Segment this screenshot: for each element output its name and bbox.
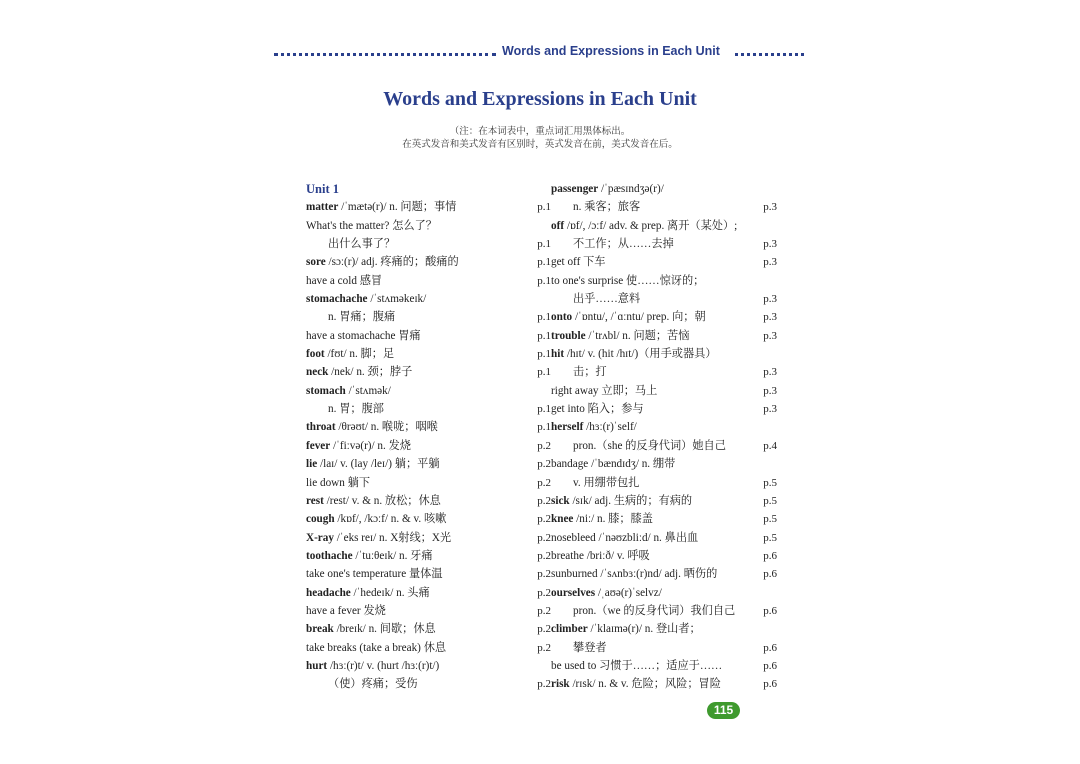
entry-text: stomachache /ˈstʌməkeɪk/ [306,293,427,306]
entry-text: breathe /briːð/ v. 呼吸 [551,549,650,562]
entry-text: n. 胃；腹部 [328,403,384,416]
entry-page: p.6 [763,641,777,654]
glossary-entry [306,529,551,547]
running-title: Words and Expressions in Each Unit [502,44,720,58]
glossary-entry [306,308,551,326]
entry-text: have a fever 发烧 [306,604,386,617]
glossary-entry [551,345,777,363]
glossary-entry [551,308,777,326]
entry-page: p.1 [537,403,551,416]
glossary-entry [306,584,551,602]
entry-text: have a stomachache 胃痛 [306,329,421,342]
glossary-entry [551,547,777,565]
entry-text: lie /laɪ/ v. (lay /leɪ/) 躺；平躺 [306,458,440,471]
entry-page: p.1 [537,311,551,324]
glossary-entry [551,529,777,547]
glossary-entry [306,327,551,345]
glossary-entry [551,253,777,271]
entry-page: p.1 [537,201,551,214]
entry-text: break /breɪk/ n. 间歇；休息 [306,623,436,636]
glossary-entry [306,547,551,565]
entry-page: p.5 [763,531,777,544]
glossary-entry [551,290,777,308]
glossary-entry [551,217,777,235]
entry-text: foot /fʊt/ n. 脚；足 [306,348,395,361]
glossary-entry [306,345,551,363]
dotted-rule-right [735,53,804,56]
glossary-entry [551,382,777,400]
entry-page: p.5 [763,513,777,526]
entry-text: hurt /hɜː(r)t/ v. (hurt /hɜː(r)t/) [306,659,440,672]
entry-page: p.2 [537,494,551,507]
right-column [551,180,777,694]
entry-text: v. 用绷带包扎 [573,476,640,489]
glossary-entry [551,639,777,657]
entry-page: p.1 [537,256,551,269]
entry-text: have a cold 感冒 [306,274,383,287]
glossary-entry [551,510,777,528]
glossary-entry [306,382,551,400]
entry-text: sunburned /ˈsʌnbɜː(r)nd/ adj. 晒伤的 [551,568,718,581]
glossary-entry [306,657,551,675]
glossary-entry [306,418,551,436]
glossary-entry [551,474,777,492]
entry-text: cough /kɒf/, /kɔːf/ n. & v. 咳嗽 [306,513,447,526]
entry-page: p.2 [537,439,551,452]
glossary-entry [306,492,551,510]
entry-page: p.2 [537,513,551,526]
entry-text: 击；打 [573,366,607,379]
entry-text: trouble /ˈtrʌbl/ n. 问题；苦恼 [551,329,690,342]
entry-text: neck /nek/ n. 颈；脖子 [306,366,413,379]
glossary-entry [306,675,551,693]
entry-page: p.2 [537,458,551,471]
dotted-rule-left [274,53,496,56]
entry-text: 出乎……意料 [573,293,641,306]
entry-text: n. 乘客；旅客 [573,201,641,214]
entry-page: p.1 [537,329,551,342]
entry-page: p.3 [763,238,777,251]
entry-page: p.2 [537,604,551,617]
entry-page: p.3 [763,311,777,324]
note-line-1: （注：在本词表中，重点词汇用黑体标出。 [449,126,631,137]
glossary-entry [306,198,551,216]
entry-text: knee /niː/ n. 膝；膝盖 [551,513,653,526]
entry-page: p.6 [763,604,777,617]
glossary-entry [306,510,551,528]
entry-page: p.6 [763,659,777,672]
entry-text: to one's surprise 使……惊讶的； [551,274,705,287]
glossary-entry [551,675,777,693]
glossary-entry [551,455,777,473]
entry-text: matter /ˈmætə(r)/ n. 问题；事情 [306,201,457,214]
entry-text: throat /θrəʊt/ n. 喉咙；咽喉 [306,421,438,434]
entry-text: onto /ˈɒntu/, /ˈɑːntu/ prep. 向；朝 [551,311,706,324]
page-title: Words and Expressions in Each Unit [383,88,697,110]
glossary-entry [306,565,551,583]
entry-page: p.1 [537,366,551,379]
entry-text: （使）疼痛；受伤 [328,678,418,691]
entry-text: bandage /ˈbændɪdʒ/ n. 绷带 [551,458,676,471]
glossary-entry [551,565,777,583]
entry-text: take breaks (take a break) 休息 [306,641,447,654]
entry-page: p.6 [763,568,777,581]
entry-text: risk /rɪsk/ n. & v. 危险；风险；冒险 [551,678,721,691]
glossary-entry [551,327,777,345]
entry-text: pron.（we 的反身代词）我们自己 [573,604,736,617]
glossary-entry [551,620,777,638]
glossary-entry [551,400,777,418]
entry-text: get off 下车 [551,256,606,269]
entry-page: p.2 [537,623,551,636]
entry-text: herself /hɜː(r)ˈself/ [551,421,637,434]
entry-page: p.3 [763,201,777,214]
entry-page: p.3 [763,293,777,306]
entry-page: p.3 [763,256,777,269]
entry-text: sore /sɔː(r)/ adj. 疼痛的；酸痛的 [306,256,459,269]
entry-text: X-ray /ˈeks reɪ/ n. X射线；X光 [306,531,452,544]
glossary-entry [306,290,551,308]
entry-page: p.2 [537,568,551,581]
entry-text: toothache /ˈtuːθeɪk/ n. 牙痛 [306,549,433,562]
glossary-entry [551,657,777,675]
running-header [274,44,804,64]
entry-page: p.2 [537,531,551,544]
entry-text: climber /ˈklaɪmə(r)/ n. 登山者； [551,623,701,636]
glossary-entry [306,620,551,638]
unit-heading: Unit 1 [306,182,339,196]
entry-text: take one's temperature 量体温 [306,568,443,581]
entry-page: p.3 [763,384,777,397]
entry-text: passenger /ˈpæsɪndʒə(r)/ [551,183,664,195]
glossary-entry [306,602,551,620]
entry-text: off /ɒf/, /ɔːf/ adv. & prep. 离开（某处）; [551,219,738,232]
glossary-entry [306,363,551,381]
glossary-entry [551,180,777,198]
entry-text: get into 陷入；参与 [551,403,644,416]
entry-text: lie down 躺下 [306,476,371,489]
entry-text: right away 立即；马上 [551,384,658,397]
glossary-entry [551,492,777,510]
entry-page: p.2 [537,678,551,691]
entry-page: p.1 [537,274,551,287]
entry-text: fever /ˈfiːvə(r)/ n. 发烧 [306,439,411,452]
entry-page: p.3 [763,403,777,416]
entry-page: p.5 [763,494,777,507]
glossary-entry [551,363,777,381]
entry-page: p.6 [763,678,777,691]
entry-page: p.1 [537,348,551,361]
glossary-entry [551,235,777,253]
glossary-entry [306,455,551,473]
entry-page: p.1 [537,238,551,251]
entry-text: ourselves /ˌaʊə(r)ˈselvz/ [551,586,662,599]
left-column [306,180,551,694]
entry-text: headache /ˈhedeɪk/ n. 头痛 [306,586,430,599]
entry-text: rest /rest/ v. & n. 放松；休息 [306,494,441,507]
note-line-2: 在英式发音和美式发音有区别时，英式发音在前，美式发音在后。 [402,139,678,150]
entry-page: p.6 [763,549,777,562]
entry-text: hit /hɪt/ v. (hit /hɪt/)（用手或器具） [551,348,717,361]
entry-page: p.3 [763,329,777,342]
entry-page: p.1 [537,421,551,434]
glossary-entry [551,272,777,290]
glossary-entry [551,584,777,602]
entry-text: 出什么事了？ [328,238,396,251]
entry-text: be used to 习惯于……；适应于…… [551,659,723,672]
glossary-entry [306,400,551,418]
entry-text: nosebleed /ˈnəʊzbliːd/ n. 鼻出血 [551,531,699,544]
entry-page: p.2 [537,586,551,599]
glossary-entry [306,272,551,290]
entry-page: p.4 [763,439,777,452]
glossary-entry [306,437,551,455]
glossary-entry [306,474,551,492]
glossary-entry [551,418,777,436]
entry-page: p.2 [537,476,551,489]
glossary-entry [551,437,777,455]
entry-page: p.5 [763,476,777,489]
glossary-entry [306,217,551,235]
glossary-entry [306,253,551,271]
entry-text: 不工作；从……去掉 [573,238,674,251]
glossary-entry [551,198,777,216]
entry-text: sick /sɪk/ adj. 生病的；有病的 [551,494,693,507]
glossary-entry [306,639,551,657]
entry-page: p.2 [537,641,551,654]
glossary-entry [306,235,551,253]
entry-text: 攀登者 [573,641,607,654]
glossary-entry [551,602,777,620]
entry-text: n. 胃痛；腹痛 [328,311,396,324]
entry-text: pron.（she 的反身代词）她自己 [573,439,726,452]
unit-heading-row [306,180,551,198]
entry-page: p.2 [537,549,551,562]
entry-text: What's the matter? 怎么了？ [306,219,437,232]
entry-page: p.3 [763,366,777,379]
page-number-badge: 115 [707,702,740,719]
entry-text: stomach /ˈstʌmək/ [306,384,391,397]
